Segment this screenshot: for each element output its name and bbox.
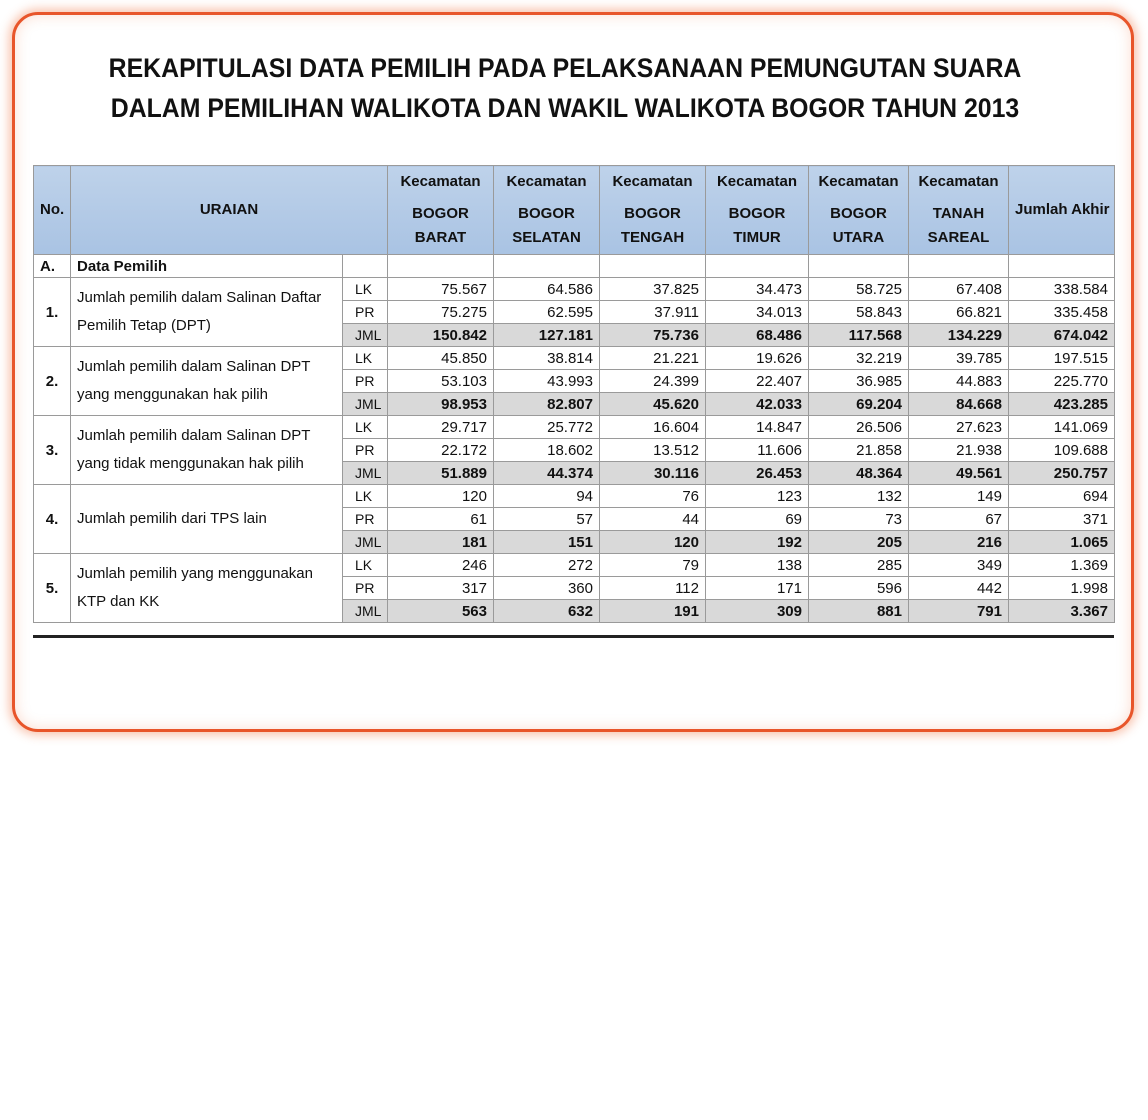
value-cell: 141.069 — [1009, 416, 1115, 439]
value-cell: 225.770 — [1009, 370, 1115, 393]
item-description: Jumlah pemilih yang menggunakan KTP dan KK — [71, 554, 343, 623]
value-cell: 24.399 — [600, 370, 706, 393]
value-cell: 197.515 — [1009, 347, 1115, 370]
sub-label-lk: LK — [343, 347, 388, 370]
table-bottom-border — [33, 635, 1114, 638]
value-cell: 22.172 — [388, 439, 494, 462]
item-no: 5. — [34, 554, 71, 623]
sub-label-lk: LK — [343, 278, 388, 301]
header-district-3: Kecamatan BOGOR TENGAH — [600, 166, 706, 255]
value-cell: 21.858 — [809, 439, 909, 462]
value-cell: 36.985 — [809, 370, 909, 393]
value-cell: 34.473 — [706, 278, 809, 301]
value-cell: 84.668 — [909, 393, 1009, 416]
value-cell: 246 — [388, 554, 494, 577]
value-cell: 1.065 — [1009, 531, 1115, 554]
header-district-2: Kecamatan BOGOR SELATAN — [494, 166, 600, 255]
item-description: Jumlah pemilih dalam Salinan DPT yang menggunakan hak pilih — [71, 347, 343, 416]
value-cell: 29.717 — [388, 416, 494, 439]
value-cell: 94 — [494, 485, 600, 508]
sub-label-jml: JML — [343, 324, 388, 347]
value-cell: 64.586 — [494, 278, 600, 301]
sub-label-lk: LK — [343, 554, 388, 577]
value-cell: 53.103 — [388, 370, 494, 393]
item-description: Jumlah pemilih dari TPS lain — [71, 485, 343, 554]
value-cell: 192 — [706, 531, 809, 554]
value-cell: 360 — [494, 577, 600, 600]
header-row — [34, 166, 1115, 255]
value-cell: 67.408 — [909, 278, 1009, 301]
value-cell: 61 — [388, 508, 494, 531]
value-cell: 58.725 — [809, 278, 909, 301]
value-cell: 30.116 — [600, 462, 706, 485]
value-cell: 26.506 — [809, 416, 909, 439]
item-no: 3. — [34, 416, 71, 485]
section-label: Data Pemilih — [71, 255, 343, 278]
value-cell: 16.604 — [600, 416, 706, 439]
sub-label-jml: JML — [343, 600, 388, 623]
table-row — [34, 416, 1115, 439]
header-district-1: Kecamatan BOGOR BARAT — [388, 166, 494, 255]
value-cell: 37.825 — [600, 278, 706, 301]
item-no: 2. — [34, 347, 71, 416]
page-title — [45, 48, 1085, 128]
value-cell: 44 — [600, 508, 706, 531]
value-cell: 272 — [494, 554, 600, 577]
value-cell: 69.204 — [809, 393, 909, 416]
table-row — [34, 554, 1115, 577]
value-cell: 371 — [1009, 508, 1115, 531]
value-cell: 317 — [388, 577, 494, 600]
value-cell: 57 — [494, 508, 600, 531]
value-cell: 112 — [600, 577, 706, 600]
value-cell: 3.367 — [1009, 600, 1115, 623]
value-cell: 120 — [388, 485, 494, 508]
value-cell: 134.229 — [909, 324, 1009, 347]
value-cell: 349 — [909, 554, 1009, 577]
title-line-2: DALAM PEMILIHAN WALIKOTA DAN WAKIL WALIKOTA BOGOR TAHUN 2013 — [110, 93, 1020, 123]
value-cell: 285 — [809, 554, 909, 577]
value-cell: 694 — [1009, 485, 1115, 508]
value-cell: 49.561 — [909, 462, 1009, 485]
sub-label-lk: LK — [343, 485, 388, 508]
table-row — [34, 485, 1115, 508]
value-cell: 75.567 — [388, 278, 494, 301]
value-cell: 98.953 — [388, 393, 494, 416]
value-cell: 132 — [809, 485, 909, 508]
value-cell: 21.938 — [909, 439, 1009, 462]
value-cell: 563 — [388, 600, 494, 623]
value-cell: 149 — [909, 485, 1009, 508]
value-cell: 66.821 — [909, 301, 1009, 324]
value-cell: 11.606 — [706, 439, 809, 462]
value-cell: 45.620 — [600, 393, 706, 416]
header-district-4: Kecamatan BOGOR TIMUR — [706, 166, 809, 255]
value-cell: 68.486 — [706, 324, 809, 347]
header-total: Jumlah Akhir — [1009, 166, 1115, 255]
value-cell: 42.033 — [706, 393, 809, 416]
value-cell: 1.998 — [1009, 577, 1115, 600]
value-cell: 79 — [600, 554, 706, 577]
value-cell: 18.602 — [494, 439, 600, 462]
item-no: 1. — [34, 278, 71, 347]
sub-label-jml: JML — [343, 393, 388, 416]
value-cell: 43.993 — [494, 370, 600, 393]
header-no: No. — [34, 166, 71, 255]
value-cell: 171 — [706, 577, 809, 600]
value-cell: 51.889 — [388, 462, 494, 485]
recap-table — [33, 165, 1115, 623]
header-uraian: URAIAN — [71, 166, 388, 255]
value-cell: 674.042 — [1009, 324, 1115, 347]
value-cell: 73 — [809, 508, 909, 531]
value-cell: 632 — [494, 600, 600, 623]
table-row — [34, 347, 1115, 370]
value-cell: 181 — [388, 531, 494, 554]
value-cell: 151 — [494, 531, 600, 554]
value-cell: 109.688 — [1009, 439, 1115, 462]
value-cell: 1.369 — [1009, 554, 1115, 577]
header-district-6: Kecamatan TANAH SAREAL — [909, 166, 1009, 255]
value-cell: 44.883 — [909, 370, 1009, 393]
value-cell: 26.453 — [706, 462, 809, 485]
value-cell: 19.626 — [706, 347, 809, 370]
value-cell: 38.814 — [494, 347, 600, 370]
table-row — [34, 278, 1115, 301]
value-cell: 45.850 — [388, 347, 494, 370]
value-cell: 37.911 — [600, 301, 706, 324]
value-cell: 191 — [600, 600, 706, 623]
value-cell: 127.181 — [494, 324, 600, 347]
value-cell: 123 — [706, 485, 809, 508]
value-cell: 117.568 — [809, 324, 909, 347]
item-description: Jumlah pemilih dalam Salinan DPT yang tidak menggunakan hak pilih — [71, 416, 343, 485]
sub-label-pr: PR — [343, 301, 388, 324]
header-district-5: Kecamatan BOGOR UTARA — [809, 166, 909, 255]
section-no: A. — [34, 255, 71, 278]
value-cell: 596 — [809, 577, 909, 600]
value-cell: 25.772 — [494, 416, 600, 439]
value-cell: 205 — [809, 531, 909, 554]
sub-label-jml: JML — [343, 462, 388, 485]
item-no: 4. — [34, 485, 71, 554]
sub-label-pr: PR — [343, 577, 388, 600]
value-cell: 150.842 — [388, 324, 494, 347]
value-cell: 13.512 — [600, 439, 706, 462]
value-cell: 27.623 — [909, 416, 1009, 439]
section-row — [34, 255, 1115, 278]
value-cell: 62.595 — [494, 301, 600, 324]
value-cell: 791 — [909, 600, 1009, 623]
value-cell: 69 — [706, 508, 809, 531]
sub-label-jml: JML — [343, 531, 388, 554]
value-cell: 82.807 — [494, 393, 600, 416]
value-cell: 22.407 — [706, 370, 809, 393]
value-cell: 881 — [809, 600, 909, 623]
title-line-1: REKAPITULASI DATA PEMILIH PADA PELAKSANAAN PEMUNGUTAN SUARA — [108, 53, 1022, 83]
value-cell: 21.221 — [600, 347, 706, 370]
value-cell: 138 — [706, 554, 809, 577]
value-cell: 120 — [600, 531, 706, 554]
value-cell: 34.013 — [706, 301, 809, 324]
value-cell: 335.458 — [1009, 301, 1115, 324]
value-cell: 216 — [909, 531, 1009, 554]
sub-label-pr: PR — [343, 508, 388, 531]
value-cell: 423.285 — [1009, 393, 1115, 416]
value-cell: 338.584 — [1009, 278, 1115, 301]
value-cell: 48.364 — [809, 462, 909, 485]
value-cell: 309 — [706, 600, 809, 623]
recap-table-wrapper — [33, 165, 1114, 623]
value-cell: 39.785 — [909, 347, 1009, 370]
item-description: Jumlah pemilih dalam Salinan Daftar Pemilih Tetap (DPT) — [71, 278, 343, 347]
sub-label-pr: PR — [343, 370, 388, 393]
value-cell: 44.374 — [494, 462, 600, 485]
value-cell: 67 — [909, 508, 1009, 531]
value-cell: 75.736 — [600, 324, 706, 347]
value-cell: 442 — [909, 577, 1009, 600]
value-cell: 250.757 — [1009, 462, 1115, 485]
sub-label-pr: PR — [343, 439, 388, 462]
value-cell: 75.275 — [388, 301, 494, 324]
value-cell: 32.219 — [809, 347, 909, 370]
value-cell: 14.847 — [706, 416, 809, 439]
sub-label-lk: LK — [343, 416, 388, 439]
value-cell: 76 — [600, 485, 706, 508]
value-cell: 58.843 — [809, 301, 909, 324]
